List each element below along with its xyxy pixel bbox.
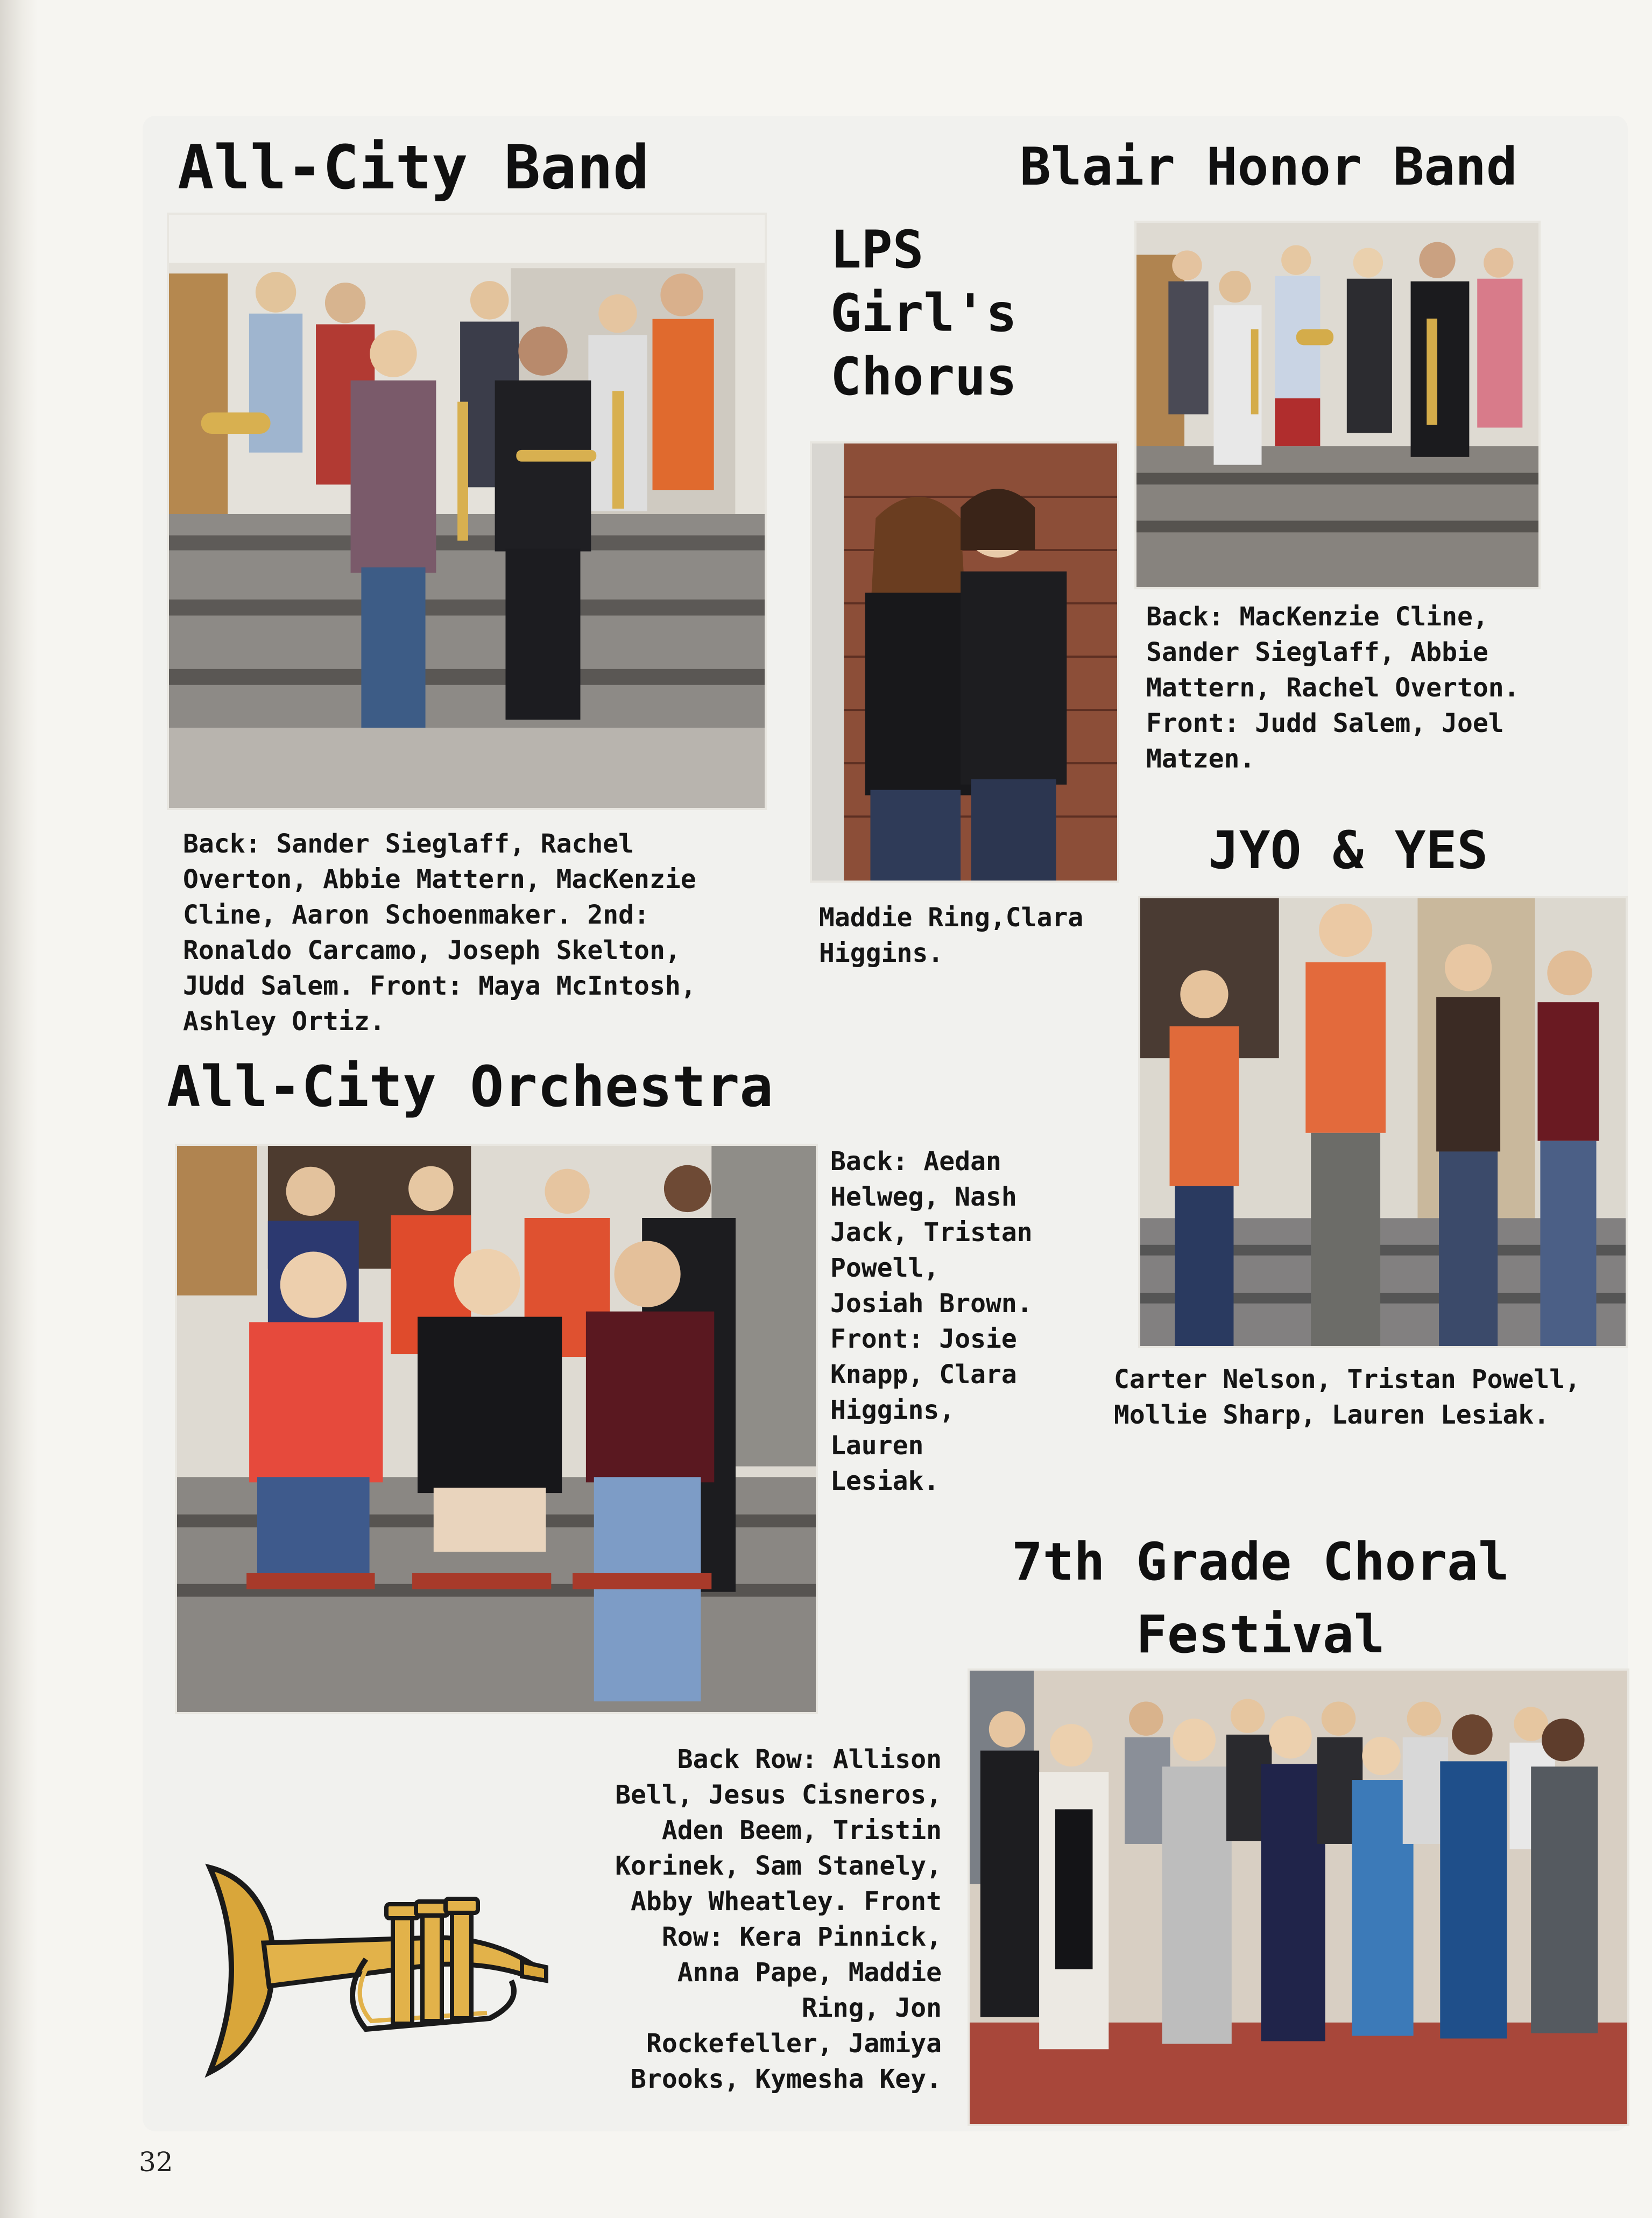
- jyo-yes-caption: Carter Nelson, Tristan Powell, Mollie Sharp, Lauren Lesiak.: [1114, 1364, 1580, 1430]
- seventh-grade-choral-photo: [968, 1668, 1629, 2126]
- jyo-yes-title: JYO & YES: [1208, 820, 1488, 881]
- seventh-grade-choral-title: 7th Grade Choral Festival: [1012, 1532, 1509, 1665]
- all-city-orchestra-photo: [175, 1144, 818, 1714]
- lps-girls-chorus-title: LPS Girl's Chorus: [830, 220, 1017, 407]
- jyo-yes-photo: [1138, 896, 1628, 1348]
- lps-girls-chorus-photo: [810, 441, 1119, 883]
- all-city-band-photo: [167, 213, 767, 810]
- all-city-band-caption: Back: Sander Sieglaff, Rachel Overton, Abbie Mattern, MacKenzie Cline, Aaron Schoenmaker. 2nd: Ronaldo Carcamo, Joseph Skelton, JUdd Salem. Front: Maya McIntosh, Ashley Ortiz.: [183, 829, 696, 1037]
- trumpet-icon: [188, 1857, 554, 2083]
- all-city-orchestra-caption: Back: Aedan Helweg, Nash Jack, Tristan Powell, Josiah Brown. Front: Josie Knapp, Clara Higgins, Lauren Lesiak.: [830, 1146, 1033, 1496]
- blair-honor-band-caption: Back: MacKenzie Cline, Sander Sieglaff, Abbie Mattern, Rachel Overton. Front: Judd Salem, Joel Matzen.: [1146, 602, 1520, 774]
- seventh-grade-choral-caption: Back Row: Allison Bell, Jesus Cisneros, Aden Beem, Tristin Korinek, Sam Stanely, Abby Wheatley. Front Row: Kera Pinnick, Anna Pape, Maddie Ring, Jon Rockefeller, Jamiya Brooks, Kymesha Key.: [615, 1744, 942, 2094]
- blair-honor-band-title: Blair Honor Band: [1020, 137, 1517, 197]
- blair-honor-band-photo: [1134, 221, 1541, 589]
- page-number: 32: [139, 2146, 173, 2178]
- all-city-band-title: All-City Band: [178, 133, 649, 203]
- lps-girls-chorus-caption: Maddie Ring,Clara Higgins.: [819, 903, 1084, 968]
- page-edge-shadow: [0, 0, 38, 2218]
- all-city-orchestra-title: All-City Orchestra: [167, 1054, 774, 1119]
